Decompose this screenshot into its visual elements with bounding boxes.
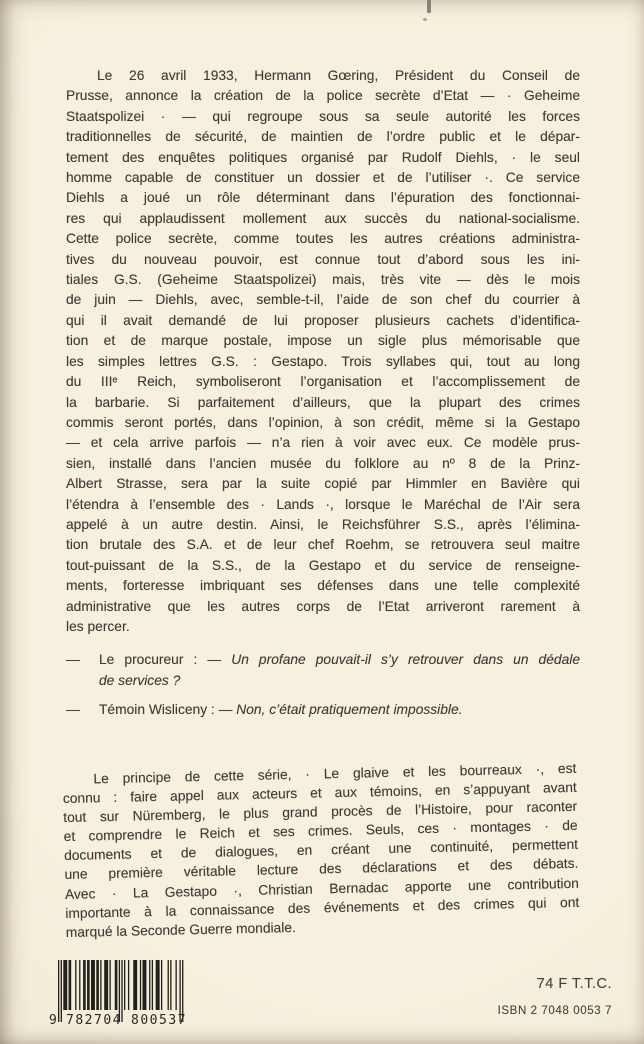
synopsis-paragraph	[66, 66, 580, 637]
dialogue-quote: de services ?	[99, 672, 181, 688]
dialogue-speaker: Témoin Wisliceny : —	[99, 702, 233, 718]
text-line: Diehls a joué un rôle déterminant dans l’épuration des fonctionnai-	[66, 190, 580, 206]
barcode-right-group: 800537	[131, 1013, 187, 1028]
text-line: traditionnelles de sécurité, de maintien de l’ordre public et le dépar-	[66, 129, 580, 145]
text-line: marqué la Seconde Guerre mondiale.	[65, 919, 296, 940]
dialogue-dash: —	[66, 702, 80, 718]
text-line: documents et de dialogues, en créant une continuité, permettent	[63, 836, 579, 863]
text-line: tout sur Nüremberg, le plus grand procès de l’Histoire, pour raconter	[63, 798, 578, 825]
text-line: ments, forteresse imbriquant ses défenses dans une telle complexité	[66, 578, 580, 594]
photo-artifact	[423, 18, 427, 21]
barcode-left-group: 782704	[66, 1013, 122, 1028]
text-line: la barbarie. Si parfaitement d’ailleurs, que la plupart des crimes	[66, 394, 580, 410]
isbn-label: ISBN 2 7048 0053 7	[497, 1005, 612, 1017]
text-line: une première véritable lecture des déclarations et des débats.	[64, 855, 579, 883]
dialogue-speaker: Le procureur : —	[99, 652, 222, 668]
dialogue-quote: Non, c’était pratiquement impossible.	[236, 702, 463, 718]
series-note-paragraph	[62, 758, 580, 941]
text-line: connu : faire appel aux acteurs et aux témoins, en s’appuyant avant	[62, 779, 577, 806]
text-line: Albert Strasse, sera par la suite copié par Himmler en Bavière qui	[66, 476, 580, 492]
text-line: les percer.	[66, 618, 130, 634]
text-line: sien, installé dans l’ancien musée du folklore au nº 8 de la Prinz-	[66, 455, 580, 471]
dialogue-line	[66, 700, 580, 720]
text-column	[62, 66, 580, 941]
text-line: administrative que les autres corps de l’Etat arriveront rarement à	[66, 598, 580, 614]
text-line: Le 26 avril 1933, Hermann Gœring, Président du Conseil de	[97, 68, 580, 83]
text-line: l’étendra à l’ensemble des · Lands ·, lorsque le Maréchal de l’Air sera	[66, 496, 580, 512]
text-line: Avec · La Gestapo ·, Christian Bernadac apporte une contribution	[64, 874, 579, 902]
trial-dialogue	[66, 650, 580, 720]
text-line: les simples lettres G.S. : Gestapo. Trois syllabes qui, tout au long	[66, 353, 580, 369]
dialogue-line	[66, 671, 580, 691]
text-line: tout-puissant de la S.S., de la Gestapo et du service de renseigne-	[66, 557, 580, 573]
text-line: de juin — Diehls, avec, semble-t-il, l’aide de son chef du courrier à	[66, 292, 580, 308]
text-line: commis seront portés, dans l’opinion, à son crédit, même si la Gestapo	[66, 414, 580, 430]
ean-13-barcode	[50, 958, 200, 1040]
text-line: tement des enquêtes politiques organisé par Rudolf Diehls, · le seul	[66, 149, 580, 165]
text-line: Staatspolizei · — qui regroupe sous sa seule autorité les forces	[66, 108, 580, 124]
dialogue-line	[66, 650, 580, 670]
text-line: qui il avait demandé de lui proposer plusieurs cachets d’identifica-	[66, 312, 580, 328]
text-line: Le principe de cette série, · Le glaive et les bourreaux ·, est	[93, 760, 577, 786]
text-line: tion brutale des S.A. et de leur chef Roehm, se retrouvera seul maitre	[66, 537, 580, 553]
text-line: importante à la connaissance des événements et des crimes qui ont	[65, 894, 580, 921]
text-line: Prusse, annonce la création de la police secrète d’Etat — · Geheime	[66, 88, 580, 104]
barcode-digits	[50, 1010, 200, 1030]
text-line: Cette police secrète, comme toutes les autres créations administra-	[66, 231, 580, 247]
text-line: tion et de marque postale, impose un sigle plus mémorisable que	[66, 333, 580, 349]
price-label: 74 F T.T.C.	[536, 976, 612, 992]
dialogue-dash: —	[66, 652, 80, 668]
dialogue-quote: Un profane pouvait-il s’y retrouver dans un dédale	[231, 652, 580, 668]
barcode-prefix-digit: 9	[49, 1013, 57, 1028]
text-line: res qui applaudissent mollement aux succès du national-socialisme.	[66, 210, 580, 226]
text-line: — et cela arrive parfois — n’a rien à voir avec eux. Ce modèle prus-	[66, 435, 580, 451]
text-line: homme capable de constituer un dossier et de l’utiliser ·. Ce service	[66, 170, 580, 186]
text-line: du IIIᵉ Reich, symboliseront l’organisation et l’accomplissement de	[66, 374, 580, 390]
text-line: appelé à un autre destin. Ainsi, le Reichsführer S.S., après l’élimina-	[66, 516, 580, 532]
text-line: tiales G.S. (Geheime Staatspolizei) mais, très vite — dès le mois	[66, 272, 580, 288]
text-line: tives du nouveau pouvoir, est connue tout d’abord sous les ini-	[66, 251, 580, 267]
photo-artifact	[427, 0, 431, 13]
text-line: et comprendre le Reich et ses crimes. Seuls, ces · montages · de	[63, 817, 578, 844]
